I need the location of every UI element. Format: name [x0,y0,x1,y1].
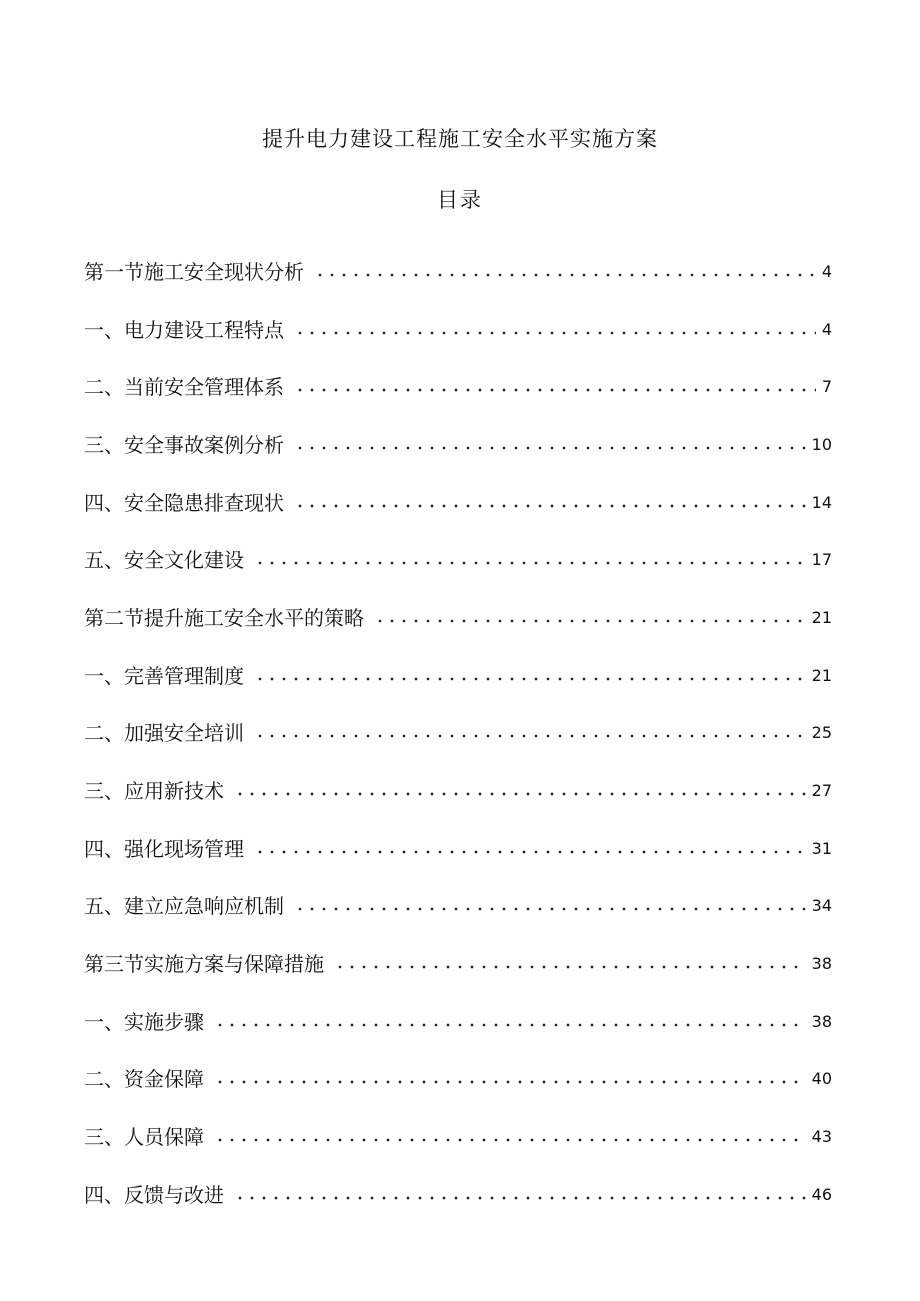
toc-dot-leader [294,446,806,450]
toc-entry-section-3[interactable] [84,935,832,993]
toc-entry-1-4[interactable] [84,474,832,532]
toc-dot-leader [314,273,816,277]
toc-dot-leader [214,1023,806,1027]
toc-entry-1-5[interactable] [84,531,832,589]
toc-page-number: 38 [811,1011,832,1031]
toc-entry-label: 二、资金保障 [84,1067,204,1092]
toc-entry-label: 四、反馈与改进 [84,1182,224,1207]
toc-page-number: 34 [811,896,832,916]
toc-page-number: 10 [811,434,832,454]
toc-dot-leader [374,619,806,623]
toc-entry-3-2[interactable] [84,1051,832,1109]
toc-page-number: 7 [821,377,832,397]
toc-page-number: 46 [811,1184,832,1204]
table-of-contents [84,243,832,1224]
toc-page-number: 27 [811,781,832,801]
toc-dot-leader [334,965,806,969]
toc-page-number: 38 [811,954,832,974]
toc-page-number: 21 [811,607,832,627]
toc-entry-2-3[interactable] [84,762,832,820]
toc-entry-label: 二、当前安全管理体系 [84,375,284,400]
toc-entry-label: 三、人员保障 [84,1125,204,1150]
toc-page-number: 43 [811,1127,832,1147]
toc-entry-1-1[interactable] [84,301,832,359]
toc-entry-label: 三、应用新技术 [84,779,224,804]
toc-page-number: 4 [821,261,832,281]
toc-entry-2-4[interactable] [84,820,832,878]
toc-dot-leader [294,907,806,911]
toc-dot-leader [294,331,816,335]
toc-dot-leader [214,1080,806,1084]
toc-page-number: 4 [821,319,832,339]
toc-entry-2-5[interactable] [84,878,832,936]
toc-entry-label: 一、实施步骤 [84,1009,204,1034]
toc-entry-label: 第三节实施方案与保障措施 [84,952,324,977]
toc-entry-section-1[interactable] [84,243,832,301]
toc-entry-label: 五、建立应急响应机制 [84,894,284,919]
toc-entry-label: 五、安全文化建设 [84,548,244,573]
toc-entry-label: 四、安全隐患排查现状 [84,490,284,515]
toc-entry-2-1[interactable] [84,647,832,705]
toc-dot-leader [294,504,806,508]
toc-dot-leader [254,734,806,738]
toc-dot-leader [234,792,806,796]
toc-page-number: 21 [811,665,832,685]
toc-entry-label: 一、电力建设工程特点 [84,317,284,342]
toc-page-number: 25 [811,723,832,743]
toc-entry-3-3[interactable] [84,1108,832,1166]
toc-page-number: 14 [811,492,832,512]
toc-page-number: 40 [811,1069,832,1089]
toc-entry-1-3[interactable] [84,416,832,474]
document-title: 提升电力建设工程施工安全水平实施方案 [262,127,658,151]
toc-entry-section-2[interactable] [84,589,832,647]
toc-entry-label: 三、安全事故案例分析 [84,432,284,457]
toc-entry-label: 二、加强安全培训 [84,721,244,746]
toc-dot-leader [214,1138,806,1142]
toc-heading: 目录 [437,188,483,212]
toc-dot-leader [254,677,806,681]
toc-dot-leader [254,561,806,565]
toc-page-number: 31 [811,838,832,858]
toc-entry-label: 第二节提升施工安全水平的策略 [84,605,364,630]
toc-entry-3-4[interactable] [84,1166,832,1224]
toc-entry-label: 四、强化现场管理 [84,836,244,861]
toc-entry-3-1[interactable] [84,993,832,1051]
toc-entry-2-2[interactable] [84,705,832,763]
toc-page-number: 17 [811,550,832,570]
toc-entry-label: 一、完善管理制度 [84,663,244,688]
toc-dot-leader [234,1196,806,1200]
toc-entry-1-2[interactable] [84,358,832,416]
toc-dot-leader [254,850,806,854]
toc-dot-leader [294,388,816,392]
toc-entry-label: 第一节施工安全现状分析 [84,259,304,284]
